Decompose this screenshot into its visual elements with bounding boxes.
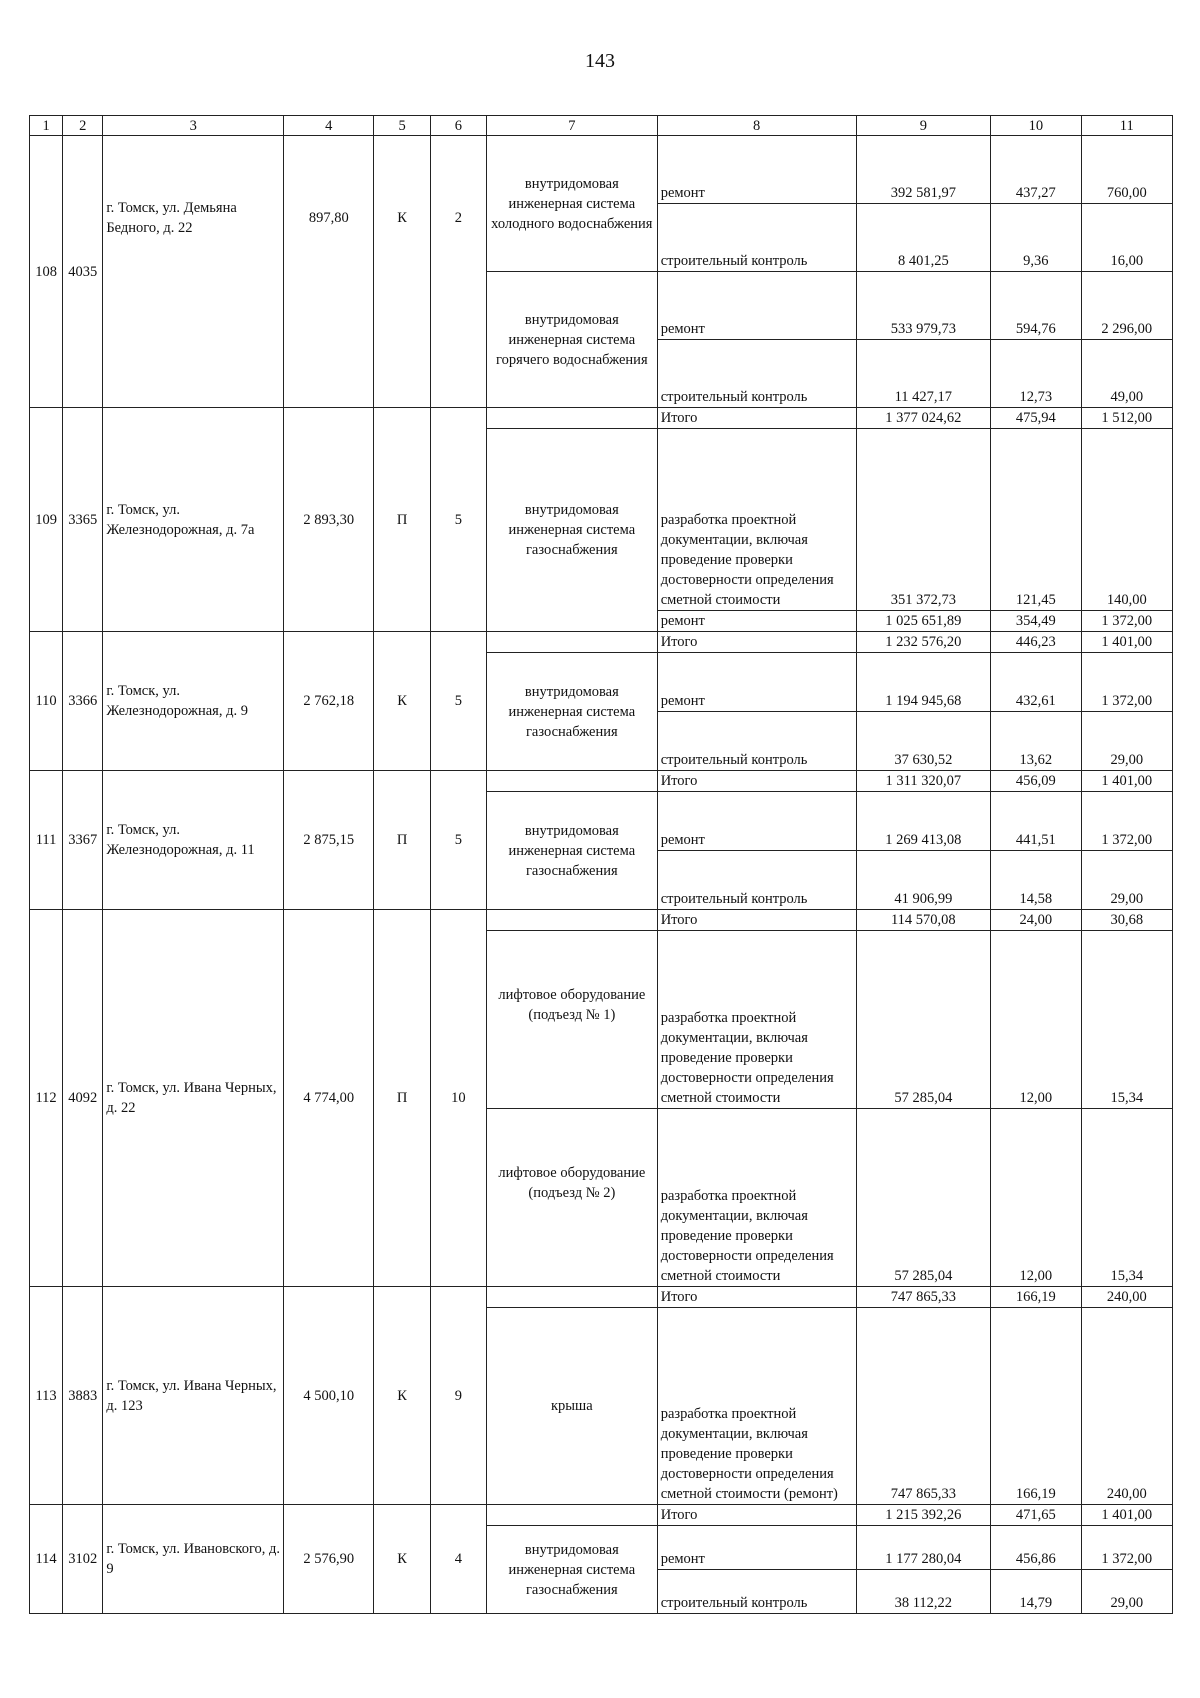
address: г. Томск, ул. Ивановского, д. 9 bbox=[103, 1505, 284, 1614]
page-number: 143 bbox=[585, 50, 615, 72]
max-cost: 29,00 bbox=[1081, 851, 1172, 910]
column-header: 6 bbox=[430, 116, 486, 136]
work-label: разработка проектной документации, включая проведение проверки достоверности определения сметной стоимости bbox=[657, 931, 856, 1109]
column-header: 2 bbox=[63, 116, 103, 136]
house-code: 3365 bbox=[63, 408, 103, 632]
system-name: внутридомовая инженерная система газоснабжения bbox=[486, 653, 657, 771]
table-row bbox=[30, 632, 1173, 653]
max-cost: 2 296,00 bbox=[1081, 272, 1172, 340]
system-name: внутридомовая инженерная система газоснабжения bbox=[486, 429, 657, 632]
address: г. Томск, ул. Железнодорожная, д. 11 bbox=[103, 771, 284, 910]
table-row bbox=[30, 910, 1173, 931]
table-row bbox=[30, 1505, 1173, 1526]
area: 2 893,30 bbox=[284, 408, 374, 632]
column-header: 1 bbox=[30, 116, 63, 136]
system-name: внутридомовая инженерная система газоснабжения bbox=[486, 1526, 657, 1614]
column-header: 11 bbox=[1081, 116, 1172, 136]
cost: 392 581,97 bbox=[856, 136, 991, 204]
total-cost-per-m2: 475,94 bbox=[991, 408, 1081, 429]
table-row bbox=[30, 1287, 1173, 1308]
type: К bbox=[374, 632, 430, 771]
address: г. Томск, ул. Железнодорожная, д. 9 bbox=[103, 632, 284, 771]
total-cost-per-m2: 471,65 bbox=[991, 1505, 1081, 1526]
column-header: 4 bbox=[284, 116, 374, 136]
column-header: 3 bbox=[103, 116, 284, 136]
empty-cell bbox=[486, 1287, 657, 1308]
total-max-cost: 1 401,00 bbox=[1081, 632, 1172, 653]
max-cost: 29,00 bbox=[1081, 1570, 1172, 1614]
type: К bbox=[374, 1287, 430, 1505]
max-cost: 760,00 bbox=[1081, 136, 1172, 204]
row-number: 114 bbox=[30, 1505, 63, 1614]
work-label: строительный контроль bbox=[657, 1570, 856, 1614]
total-label: Итого bbox=[657, 1287, 856, 1308]
address: г. Томск, ул. Ивана Черных, д. 22 bbox=[103, 910, 284, 1287]
type: П bbox=[374, 408, 430, 632]
work-label: строительный контроль bbox=[657, 712, 856, 771]
row-number: 111 bbox=[30, 771, 63, 910]
system-name: крыша bbox=[486, 1308, 657, 1505]
total-cost: 1 311 320,07 bbox=[856, 771, 991, 792]
total-cost-per-m2: 166,19 bbox=[991, 1287, 1081, 1308]
cost-per-m2: 12,00 bbox=[991, 1109, 1081, 1287]
type: К bbox=[374, 136, 430, 408]
cost-per-m2: 14,58 bbox=[991, 851, 1081, 910]
total-cost-per-m2: 456,09 bbox=[991, 771, 1081, 792]
empty-cell bbox=[486, 1505, 657, 1526]
max-cost: 140,00 bbox=[1081, 429, 1172, 611]
cost-per-m2: 12,00 bbox=[991, 931, 1081, 1109]
max-cost: 15,34 bbox=[1081, 1109, 1172, 1287]
floors: 5 bbox=[430, 632, 486, 771]
cost-per-m2: 9,36 bbox=[991, 204, 1081, 272]
address: г. Томск, ул. Железнодорожная, д. 7а bbox=[103, 408, 284, 632]
column-header: 9 bbox=[856, 116, 991, 136]
floors: 10 bbox=[430, 910, 486, 1287]
cost: 1 025 651,89 bbox=[856, 611, 991, 632]
cost-per-m2: 13,62 bbox=[991, 712, 1081, 771]
row-number: 113 bbox=[30, 1287, 63, 1505]
cost: 37 630,52 bbox=[856, 712, 991, 771]
work-label: строительный контроль bbox=[657, 340, 856, 408]
cost-per-m2: 456,86 bbox=[991, 1526, 1081, 1570]
max-cost: 1 372,00 bbox=[1081, 792, 1172, 851]
cost-per-m2: 354,49 bbox=[991, 611, 1081, 632]
type: П bbox=[374, 910, 430, 1287]
floors: 2 bbox=[430, 136, 486, 408]
house-code: 3102 bbox=[63, 1505, 103, 1614]
cost: 1 269 413,08 bbox=[856, 792, 991, 851]
total-label: Итого bbox=[657, 771, 856, 792]
area: 2 875,15 bbox=[284, 771, 374, 910]
table-row bbox=[30, 408, 1173, 429]
work-label: ремонт bbox=[657, 611, 856, 632]
address: г. Томск, ул. Ивана Черных, д. 123 bbox=[103, 1287, 284, 1505]
system-name: лифтовое оборудование (подъезд № 1) bbox=[486, 931, 657, 1109]
area: 897,80 bbox=[284, 136, 374, 408]
total-max-cost: 1 401,00 bbox=[1081, 771, 1172, 792]
cost-per-m2: 432,61 bbox=[991, 653, 1081, 712]
system-name: внутридомовая инженерная система холодного водоснабжения bbox=[486, 136, 657, 272]
cost: 533 979,73 bbox=[856, 272, 991, 340]
house-code: 3367 bbox=[63, 771, 103, 910]
total-max-cost: 240,00 bbox=[1081, 1287, 1172, 1308]
cost: 1 194 945,68 bbox=[856, 653, 991, 712]
total-label: Итого bbox=[657, 632, 856, 653]
cost: 1 177 280,04 bbox=[856, 1526, 991, 1570]
cost-per-m2: 594,76 bbox=[991, 272, 1081, 340]
column-header: 5 bbox=[374, 116, 430, 136]
table-row bbox=[30, 136, 1173, 204]
total-cost: 1 215 392,26 bbox=[856, 1505, 991, 1526]
total-max-cost: 30,68 bbox=[1081, 910, 1172, 931]
total-cost: 114 570,08 bbox=[856, 910, 991, 931]
max-cost: 49,00 bbox=[1081, 340, 1172, 408]
cost: 11 427,17 bbox=[856, 340, 991, 408]
cost-per-m2: 437,27 bbox=[991, 136, 1081, 204]
house-code: 3366 bbox=[63, 632, 103, 771]
capital-repair-table bbox=[29, 115, 1173, 1614]
table-row bbox=[30, 771, 1173, 792]
empty-cell bbox=[486, 408, 657, 429]
max-cost: 1 372,00 bbox=[1081, 653, 1172, 712]
column-header: 7 bbox=[486, 116, 657, 136]
total-max-cost: 1 401,00 bbox=[1081, 1505, 1172, 1526]
house-code: 4035 bbox=[63, 136, 103, 408]
type: П bbox=[374, 771, 430, 910]
cost-per-m2: 12,73 bbox=[991, 340, 1081, 408]
total-label: Итого bbox=[657, 910, 856, 931]
cost: 57 285,04 bbox=[856, 931, 991, 1109]
max-cost: 1 372,00 bbox=[1081, 1526, 1172, 1570]
total-cost: 747 865,33 bbox=[856, 1287, 991, 1308]
header-row bbox=[30, 116, 1173, 136]
work-label: ремонт bbox=[657, 1526, 856, 1570]
floors: 9 bbox=[430, 1287, 486, 1505]
work-label: разработка проектной документации, включая проведение проверки достоверности определения сметной стоимости (ремонт) bbox=[657, 1308, 856, 1505]
max-cost: 16,00 bbox=[1081, 204, 1172, 272]
cost-per-m2: 121,45 bbox=[991, 429, 1081, 611]
area: 4 500,10 bbox=[284, 1287, 374, 1505]
total-max-cost: 1 512,00 bbox=[1081, 408, 1172, 429]
total-label: Итого bbox=[657, 1505, 856, 1526]
total-cost-per-m2: 24,00 bbox=[991, 910, 1081, 931]
cost: 57 285,04 bbox=[856, 1109, 991, 1287]
work-label: ремонт bbox=[657, 792, 856, 851]
total-cost: 1 232 576,20 bbox=[856, 632, 991, 653]
total-cost-per-m2: 446,23 bbox=[991, 632, 1081, 653]
empty-cell bbox=[486, 632, 657, 653]
cost-per-m2: 14,79 bbox=[991, 1570, 1081, 1614]
work-label: строительный контроль bbox=[657, 204, 856, 272]
area: 2 762,18 bbox=[284, 632, 374, 771]
address: г. Томск, ул. Демьяна Бедного, д. 22 bbox=[103, 136, 284, 408]
row-number: 110 bbox=[30, 632, 63, 771]
empty-cell bbox=[486, 910, 657, 931]
cost: 41 906,99 bbox=[856, 851, 991, 910]
work-label: ремонт bbox=[657, 272, 856, 340]
type: К bbox=[374, 1505, 430, 1614]
cost-per-m2: 441,51 bbox=[991, 792, 1081, 851]
system-name: лифтовое оборудование (подъезд № 2) bbox=[486, 1109, 657, 1287]
area: 4 774,00 bbox=[284, 910, 374, 1287]
work-label: строительный контроль bbox=[657, 851, 856, 910]
max-cost: 1 372,00 bbox=[1081, 611, 1172, 632]
row-number: 112 bbox=[30, 910, 63, 1287]
system-name: внутридомовая инженерная система горячего водоснабжения bbox=[486, 272, 657, 408]
row-number: 109 bbox=[30, 408, 63, 632]
work-label: разработка проектной документации, включая проведение проверки достоверности определения сметной стоимости bbox=[657, 1109, 856, 1287]
floors: 4 bbox=[430, 1505, 486, 1614]
cost-per-m2: 166,19 bbox=[991, 1308, 1081, 1505]
max-cost: 15,34 bbox=[1081, 931, 1172, 1109]
column-header: 10 bbox=[991, 116, 1081, 136]
house-code: 4092 bbox=[63, 910, 103, 1287]
cost: 351 372,73 bbox=[856, 429, 991, 611]
cost: 38 112,22 bbox=[856, 1570, 991, 1614]
empty-cell bbox=[486, 771, 657, 792]
row-number: 108 bbox=[30, 136, 63, 408]
work-label: ремонт bbox=[657, 136, 856, 204]
column-header: 8 bbox=[657, 116, 856, 136]
max-cost: 29,00 bbox=[1081, 712, 1172, 771]
total-label: Итого bbox=[657, 408, 856, 429]
work-label: ремонт bbox=[657, 653, 856, 712]
floors: 5 bbox=[430, 408, 486, 632]
area: 2 576,90 bbox=[284, 1505, 374, 1614]
total-cost: 1 377 024,62 bbox=[856, 408, 991, 429]
cost: 8 401,25 bbox=[856, 204, 991, 272]
cost: 747 865,33 bbox=[856, 1308, 991, 1505]
system-name: внутридомовая инженерная система газоснабжения bbox=[486, 792, 657, 910]
max-cost: 240,00 bbox=[1081, 1308, 1172, 1505]
floors: 5 bbox=[430, 771, 486, 910]
work-label: разработка проектной документации, включая проведение проверки достоверности определения сметной стоимости bbox=[657, 429, 856, 611]
house-code: 3883 bbox=[63, 1287, 103, 1505]
